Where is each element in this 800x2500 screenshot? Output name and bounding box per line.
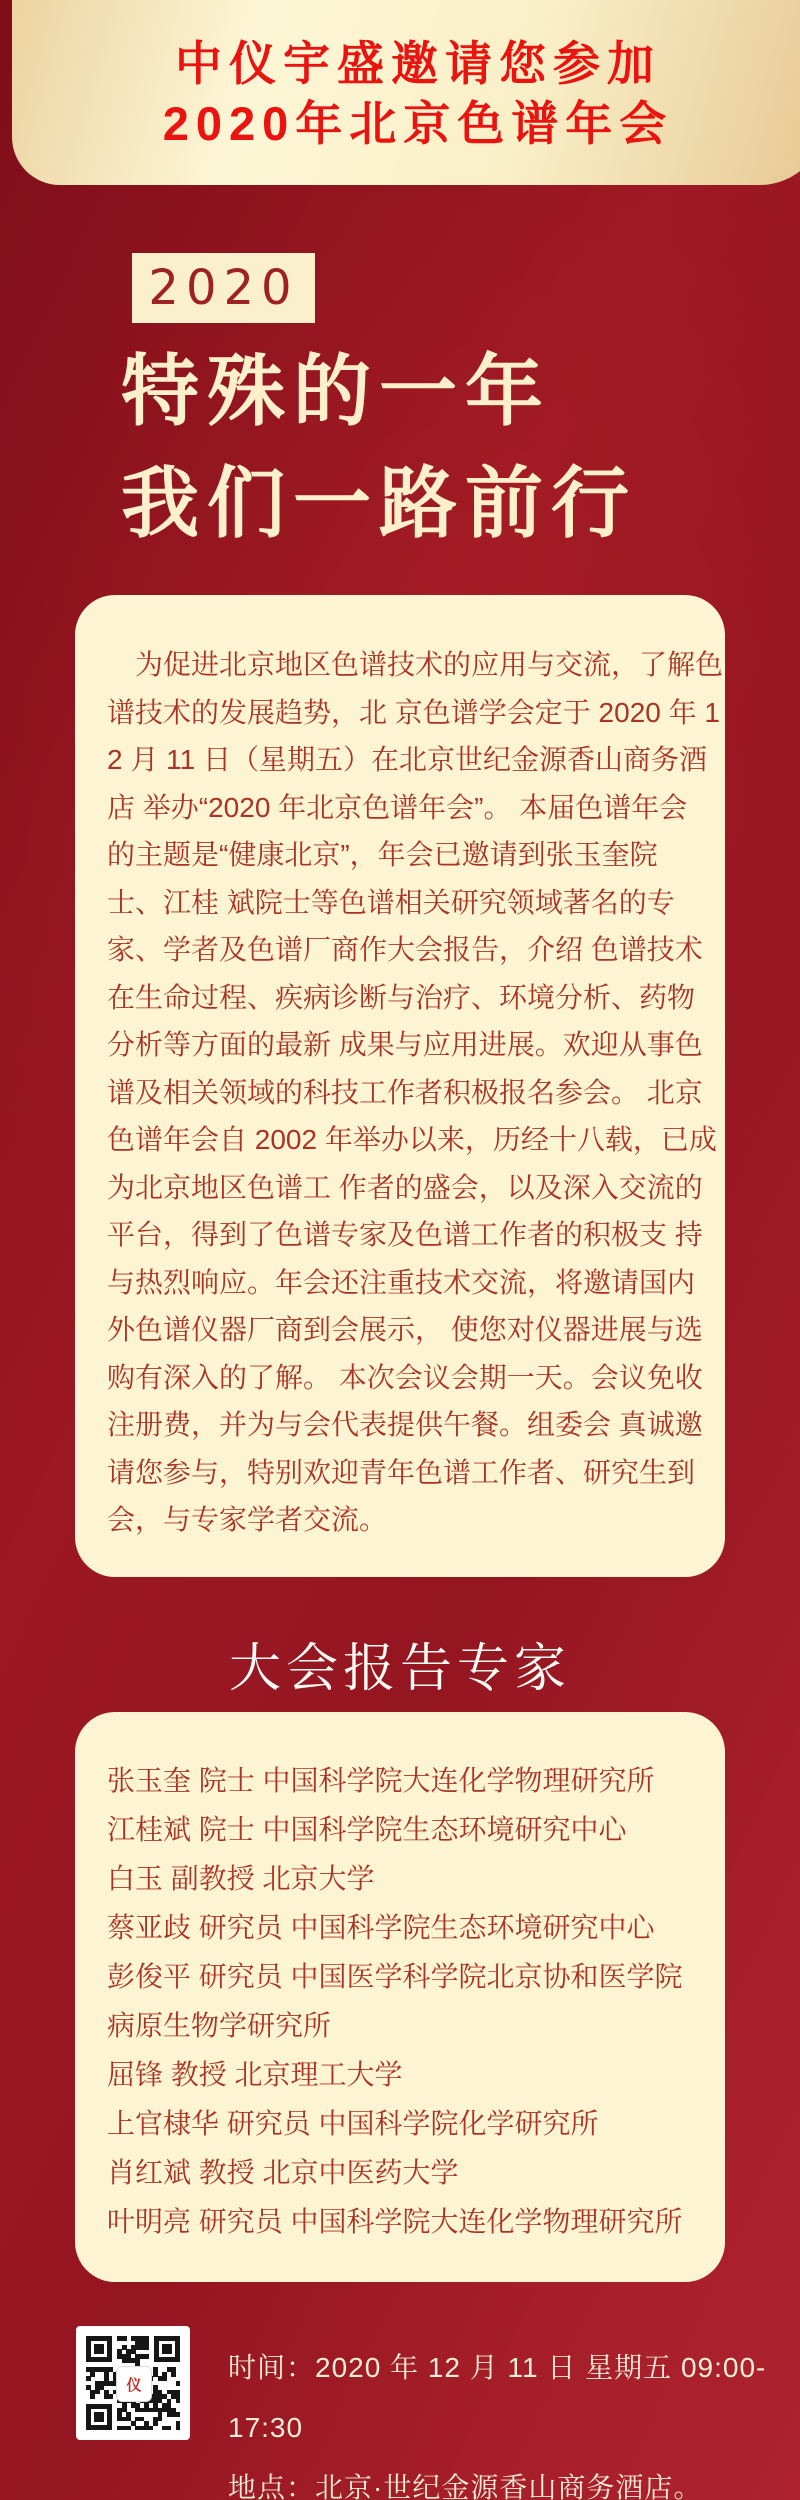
intro-line: 为促进北京地区色谱技术的应用与交流，了解色 [107,649,724,680]
qr-code [76,2326,190,2440]
expert-item: 白玉 副教授 北京大学 [107,1863,375,1894]
header-invite-line: 中仪宇盛邀请您参加 [175,37,661,90]
intro-line: 在生命过程、疾病诊断与治疗、环境分析、药物 [107,981,696,1013]
year-badge: 2020 [132,253,315,323]
expert-item: 张玉奎 院士 中国科学院大连化学物理研究所 [107,1765,655,1796]
intro-card [75,595,725,1577]
hero-title-line1: 特殊的一年 [121,348,552,435]
intro-line: 与热烈响应。年会还注重技术交流，将邀请国内 [107,1266,696,1298]
expert-item: 叶明亮 研究员 中国科学院大连化学物理研究所 [107,2206,683,2237]
qr-finder-icon [86,2336,112,2362]
intro-line: 请您参与，特别欢迎青年色谱工作者、研究生到 [107,1456,696,1488]
intro-line: 为北京地区色谱工 作者的盛会，以及深入交流的 [107,1171,703,1203]
event-location: 地点：北京·世纪金源香山商务酒店。 [228,2472,703,2500]
intro-line: 注册费，并为与会代表提供午餐。组委会 真诚邀 [107,1409,703,1440]
expert-item: 彭俊平 研究员 中国医学科学院北京协和医学院 [107,1961,683,1992]
expert-item: 蔡亚歧 研究员 中国科学院生态环境研究中心 [107,1912,655,1943]
experts-heading: 大会报告专家 [228,1640,571,1698]
intro-line: 平台，得到了色谱专家及色谱工作者的积极支 持 [107,1219,703,1250]
qr-finder-icon [86,2404,112,2430]
header-banner [12,0,800,185]
experts-card [75,1712,725,2282]
intro-line: 分析等方面的最新 成果与应用进展。欢迎从事色 [107,1029,703,1060]
expert-item: 肖红斌 教授 北京中医药大学 [107,2157,459,2188]
intro-line: 店 举办“2020 年北京色谱年会”。 本届色谱年会 [107,791,688,823]
intro-line: 会，与专家学者交流。 [107,1504,388,1535]
hero-title [121,336,637,560]
expert-item: 病原生物学研究所 [107,2010,332,2041]
intro-line: 的主题是“健康北京”，年会已邀请到张玉奎院 [107,839,658,870]
intro-line: 谱技术的发展趋势，北 京色谱学会定于 2020 年 1 [107,696,720,728]
expert-item: 屈锋 教授 北京理工大学 [107,2059,403,2090]
expert-item: 江桂斌 院士 中国科学院生态环境研究中心 [107,1814,627,1845]
intro-line: 购有深入的了解。 本次会议会期一天。会议免收 [107,1361,703,1393]
expert-item: 上官棣华 研究员 中国科学院化学研究所 [107,2108,599,2139]
event-details [228,2338,800,2500]
intro-line: 外色谱仪器厂商到会展示， 使您对仪器进展与选 [107,1314,703,1345]
intro-line: 谱及相关领域的科技工作者积极报名参会。 北京 [107,1076,703,1108]
qr-finder-icon [154,2336,180,2362]
intro-line: 色谱年会自 2002 年举办以来，历经十八载，已成 [107,1124,717,1155]
event-time: 时间：2020 年 12 月 11 日 星期五 09:00-17:30 [228,2352,767,2443]
intro-line: 家、学者及色谱厂商作大会报告，介绍 色谱技术 [107,934,703,965]
intro-line: 士、江桂 斌院士等色谱相关研究领域著名的专 [107,886,675,918]
intro-line: 2 月 11 日（星期五）在北京世纪金源香山商务酒 [107,744,707,775]
header-event-title: 2020年北京色谱年会 [162,97,674,150]
hero-title-line2: 我们一路前行 [121,460,638,547]
qr-center-logo: 仪 [116,2366,152,2402]
